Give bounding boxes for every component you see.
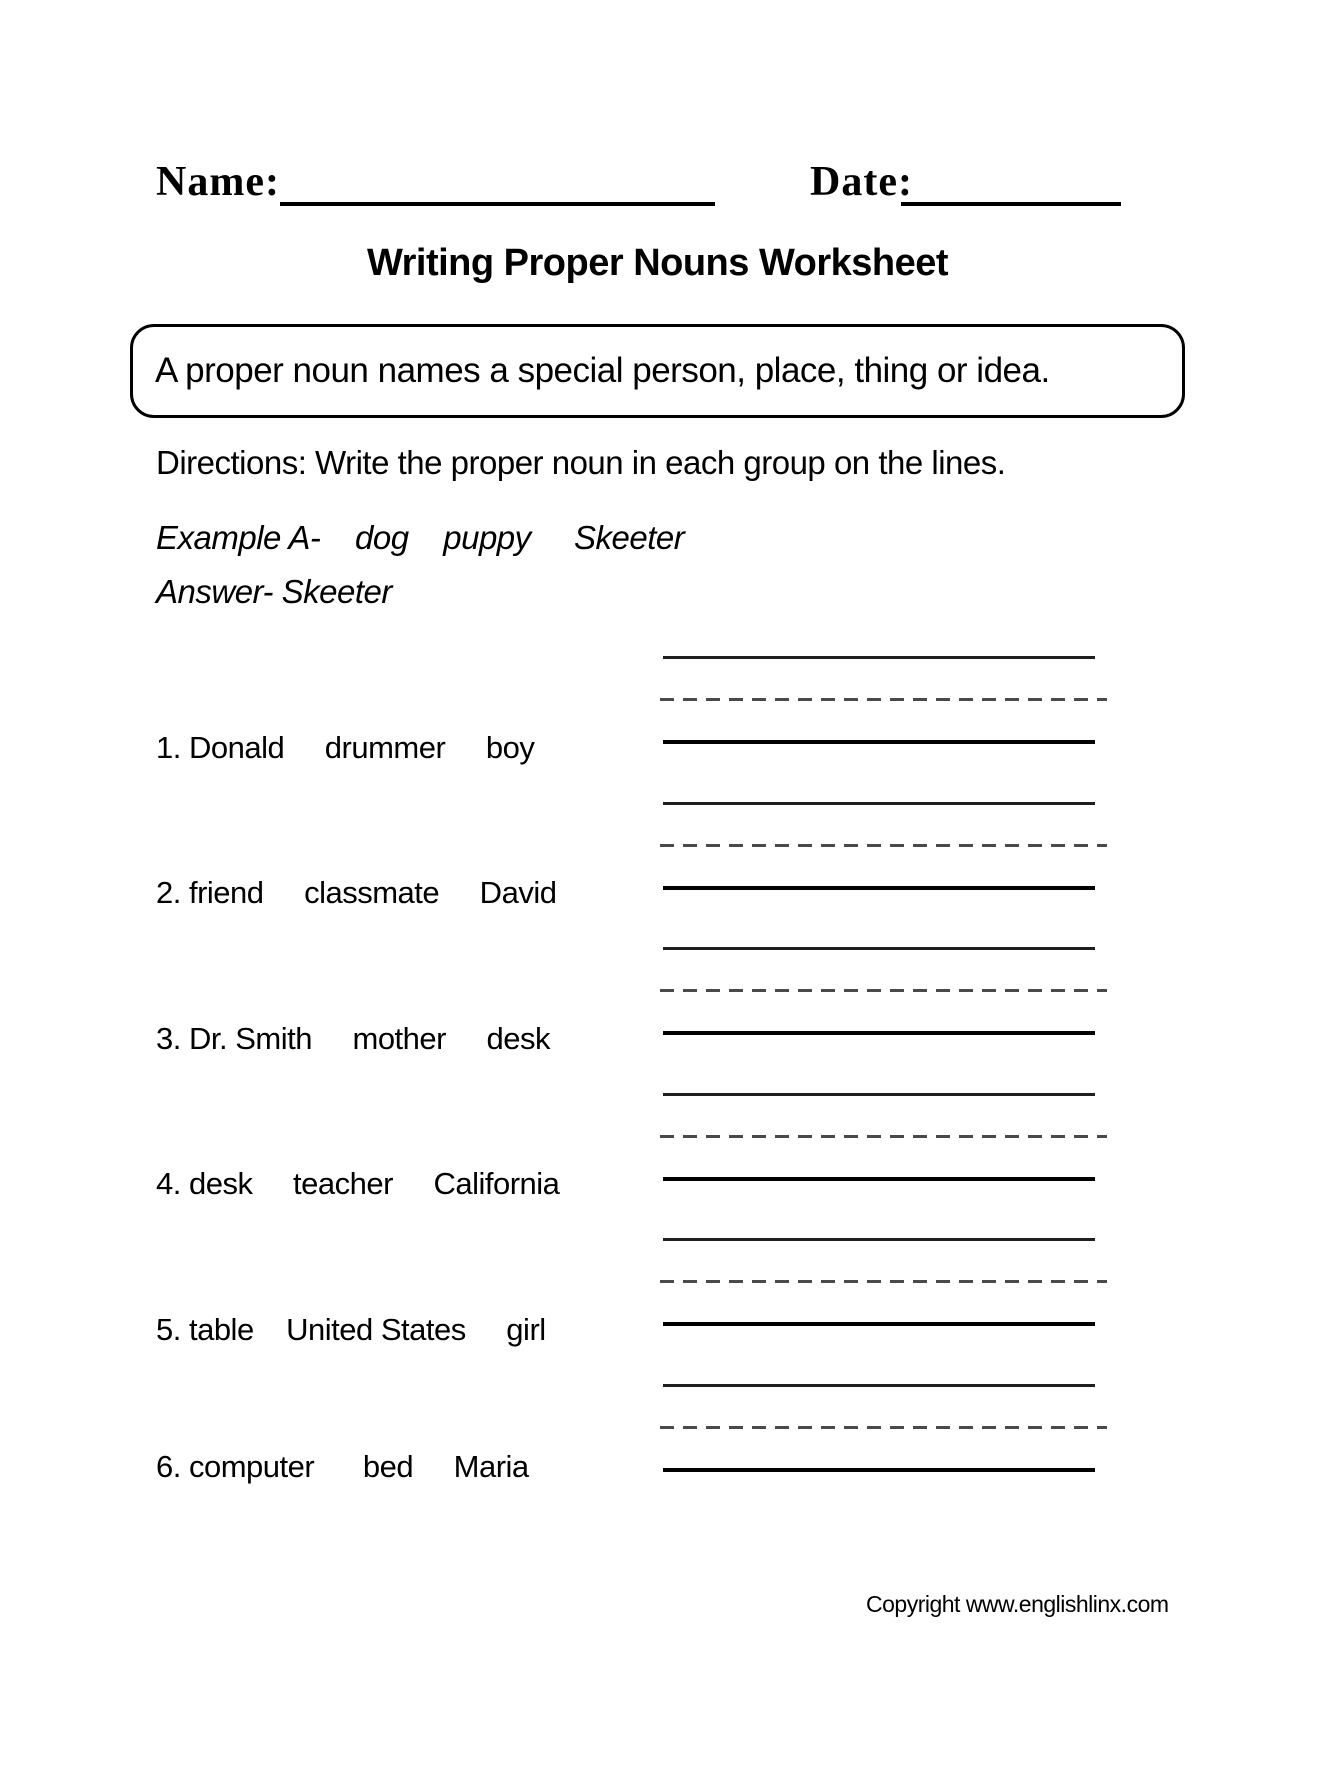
page-title: Writing Proper Nouns Worksheet — [366, 242, 949, 284]
answer-line-top-6 — [663, 1384, 1095, 1387]
copyright-text: Copyright www.englishlinx.com — [866, 1591, 1169, 1617]
answer-line-top-4 — [663, 1093, 1095, 1096]
answer-line-bottom-5 — [663, 1322, 1095, 1326]
noun-item-2: 2. friend classmate David — [156, 875, 557, 910]
answer-line-top-3 — [663, 947, 1095, 950]
answer-line-bottom-4 — [663, 1177, 1095, 1181]
answer-line-bottom-6 — [663, 1468, 1095, 1472]
answer-line-dashed-3 — [660, 989, 1107, 992]
answer-line-bottom-1 — [663, 740, 1095, 744]
answer-line-bottom-2 — [663, 886, 1095, 890]
noun-item-1: 1. Donald drummer boy — [156, 730, 535, 765]
date-label: Date: — [810, 159, 913, 205]
answer-line-dashed-1 — [660, 698, 1107, 701]
answer-lines-5[interactable] — [660, 1238, 1110, 1328]
noun-item-6: 6. computer bed Maria — [156, 1449, 529, 1484]
name-label: Name: — [156, 159, 280, 205]
example-prompt: Example A- dog puppy Skeeter — [156, 519, 685, 556]
answer-lines-2[interactable] — [660, 802, 1110, 892]
answer-line-bottom-3 — [663, 1031, 1095, 1035]
definition-box — [130, 324, 1185, 418]
answer-lines-4[interactable] — [660, 1093, 1110, 1183]
answer-line-top-5 — [663, 1238, 1095, 1241]
name-blank-line[interactable] — [280, 202, 715, 206]
answer-line-dashed-6 — [660, 1426, 1107, 1429]
noun-item-3: 3. Dr. Smith mother desk — [156, 1021, 551, 1056]
answer-lines-3[interactable] — [660, 947, 1110, 1037]
date-blank-line[interactable] — [901, 202, 1121, 206]
answer-lines-1[interactable] — [660, 656, 1110, 746]
answer-line-top-2 — [663, 802, 1095, 805]
noun-item-5: 5. table United States girl — [156, 1312, 546, 1347]
definition-text: A proper noun names a special person, place, thing or idea. — [155, 351, 1050, 390]
directions-text: Directions: Write the proper noun in each group on the lines. — [156, 444, 1006, 481]
noun-item-4: 4. desk teacher California — [156, 1166, 560, 1201]
answer-line-top-1 — [663, 656, 1095, 659]
answer-line-dashed-5 — [660, 1280, 1107, 1283]
answer-line-dashed-4 — [660, 1135, 1107, 1138]
example-answer: Answer- Skeeter — [156, 573, 392, 610]
answer-lines-6[interactable] — [660, 1384, 1110, 1474]
answer-line-dashed-2 — [660, 844, 1107, 847]
